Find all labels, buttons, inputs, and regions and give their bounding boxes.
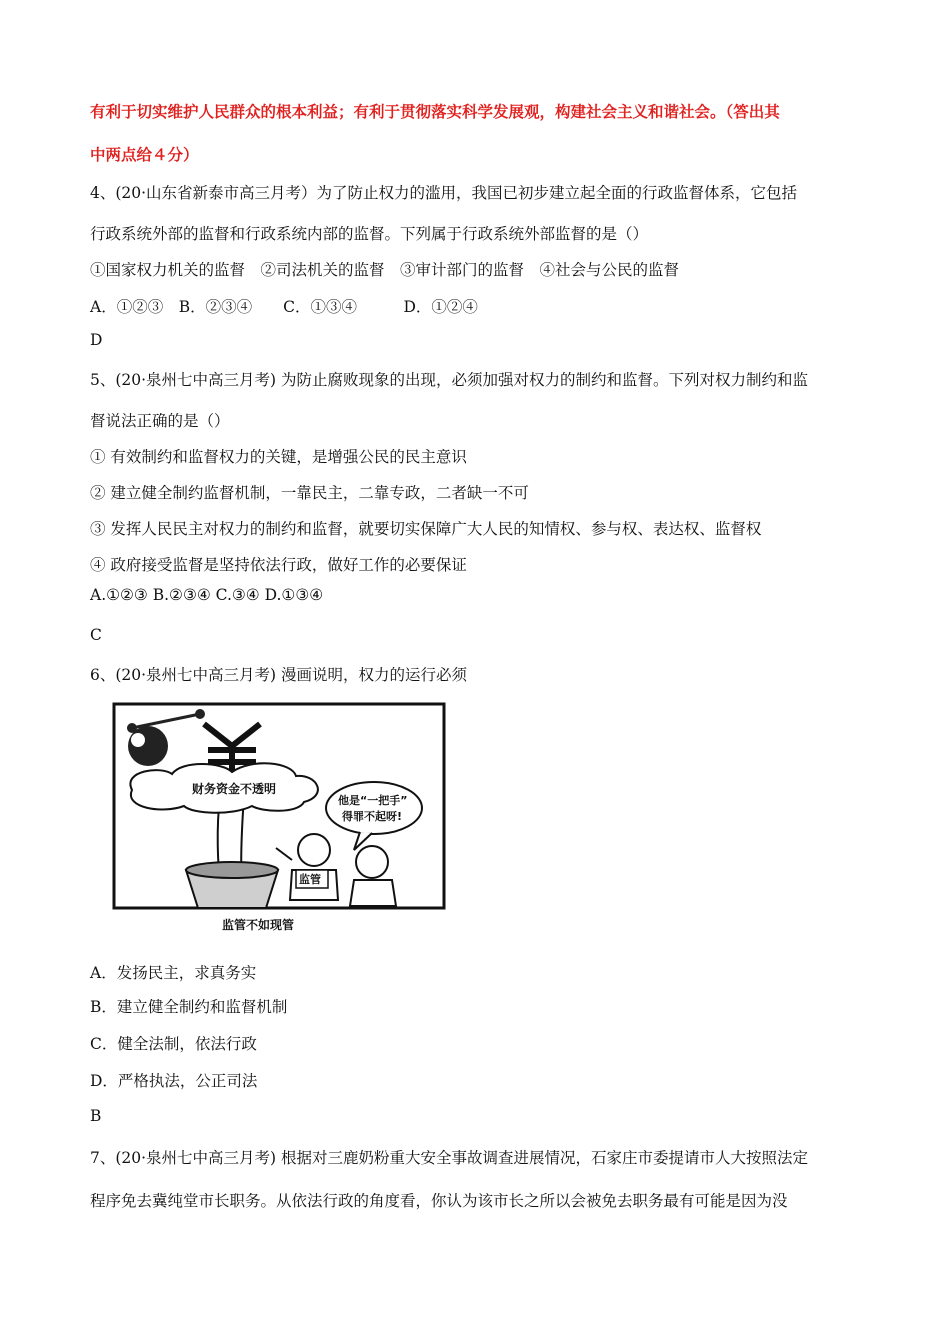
q5-item-2: ② 建立健全制约监督机制，一靠民主，二靠专政，二者缺一不可 xyxy=(90,484,529,502)
q5-stem-line-2: 督说法正确的是（） xyxy=(90,412,230,430)
speech-line-1: 他是“一把手” xyxy=(338,794,408,807)
q6-answer: B xyxy=(90,1107,102,1125)
q7-stem-line-2: 程序免去冀纯堂市长职务。从依法行政的角度看，你认为该市长之所以会被免去职务最有可能是因为没 xyxy=(90,1192,788,1210)
speech-line-2: 得罪不起呀! xyxy=(342,810,403,823)
q6-stem: 6、(20·泉州七中高三月考) 漫画说明，权力的运行必须 xyxy=(90,666,468,684)
badge-text: 监管 xyxy=(299,873,321,886)
q6-option-d: D．严格执法，公正司法 xyxy=(90,1072,258,1090)
q5-item-3: ③ 发挥人民民主对权力的制约和监督，就要切实保障广大人民的知情权、参与权、表达权、监督权 xyxy=(90,520,762,538)
q4-answer: D xyxy=(90,331,103,349)
answer-line-2: 中两点给４分） xyxy=(90,145,199,164)
cartoon-caption: 监管不如现管 xyxy=(222,918,295,932)
answer-line-1: 有利于切实维护人民群众的根本利益；有利于贯彻落实科学发展观，构建社会主义和谐社会。（答出其 xyxy=(90,102,780,121)
q4-options: A．①②③ B．②③④ C．①③④ D．①②④ xyxy=(90,298,478,316)
q6-option-a: A．发扬民主，求真务实 xyxy=(90,964,257,982)
q4-stem-line-1: 4、(20·山东省新泰市高三月考）为了防止权力的滥用，我国已初步建立起全面的行政监督体系，它包括 xyxy=(90,184,798,202)
q4-items: ①国家权力机关的监督 ②司法机关的监督 ③审计部门的监督 ④社会与公民的监督 xyxy=(90,261,680,279)
cartoon-image xyxy=(92,700,454,934)
cloud-text: 财务资金不透明 xyxy=(192,782,277,796)
q5-item-1: ① 有效制约和监督权力的关键，是增强公民的民主意识 xyxy=(90,448,467,466)
q5-answer: C xyxy=(90,626,102,644)
q6-option-c: C．健全法制，依法行政 xyxy=(90,1035,257,1053)
q4-stem-line-2: 行政系统外部的监督和行政系统内部的监督。下列属于行政系统外部监督的是（） xyxy=(90,225,649,243)
q5-item-4: ④ 政府接受监督是坚持依法行政，做好工作的必要保证 xyxy=(90,556,467,574)
q5-options: A.①②③ B.②③④ C.③④ D.①③④ xyxy=(90,586,324,604)
q5-stem-line-1: 5、(20·泉州七中高三月考) 为防止腐败现象的出现，必须加强对权力的制约和监督。下列对权力制约和监 xyxy=(90,371,809,389)
q7-stem-line-1: 7、(20·泉州七中高三月考) 根据对三鹿奶粉重大安全事故调查进展情况，石家庄市委提请市人大按照法定 xyxy=(90,1149,809,1167)
q6-option-b: B．建立健全制约和监督机制 xyxy=(90,998,288,1016)
